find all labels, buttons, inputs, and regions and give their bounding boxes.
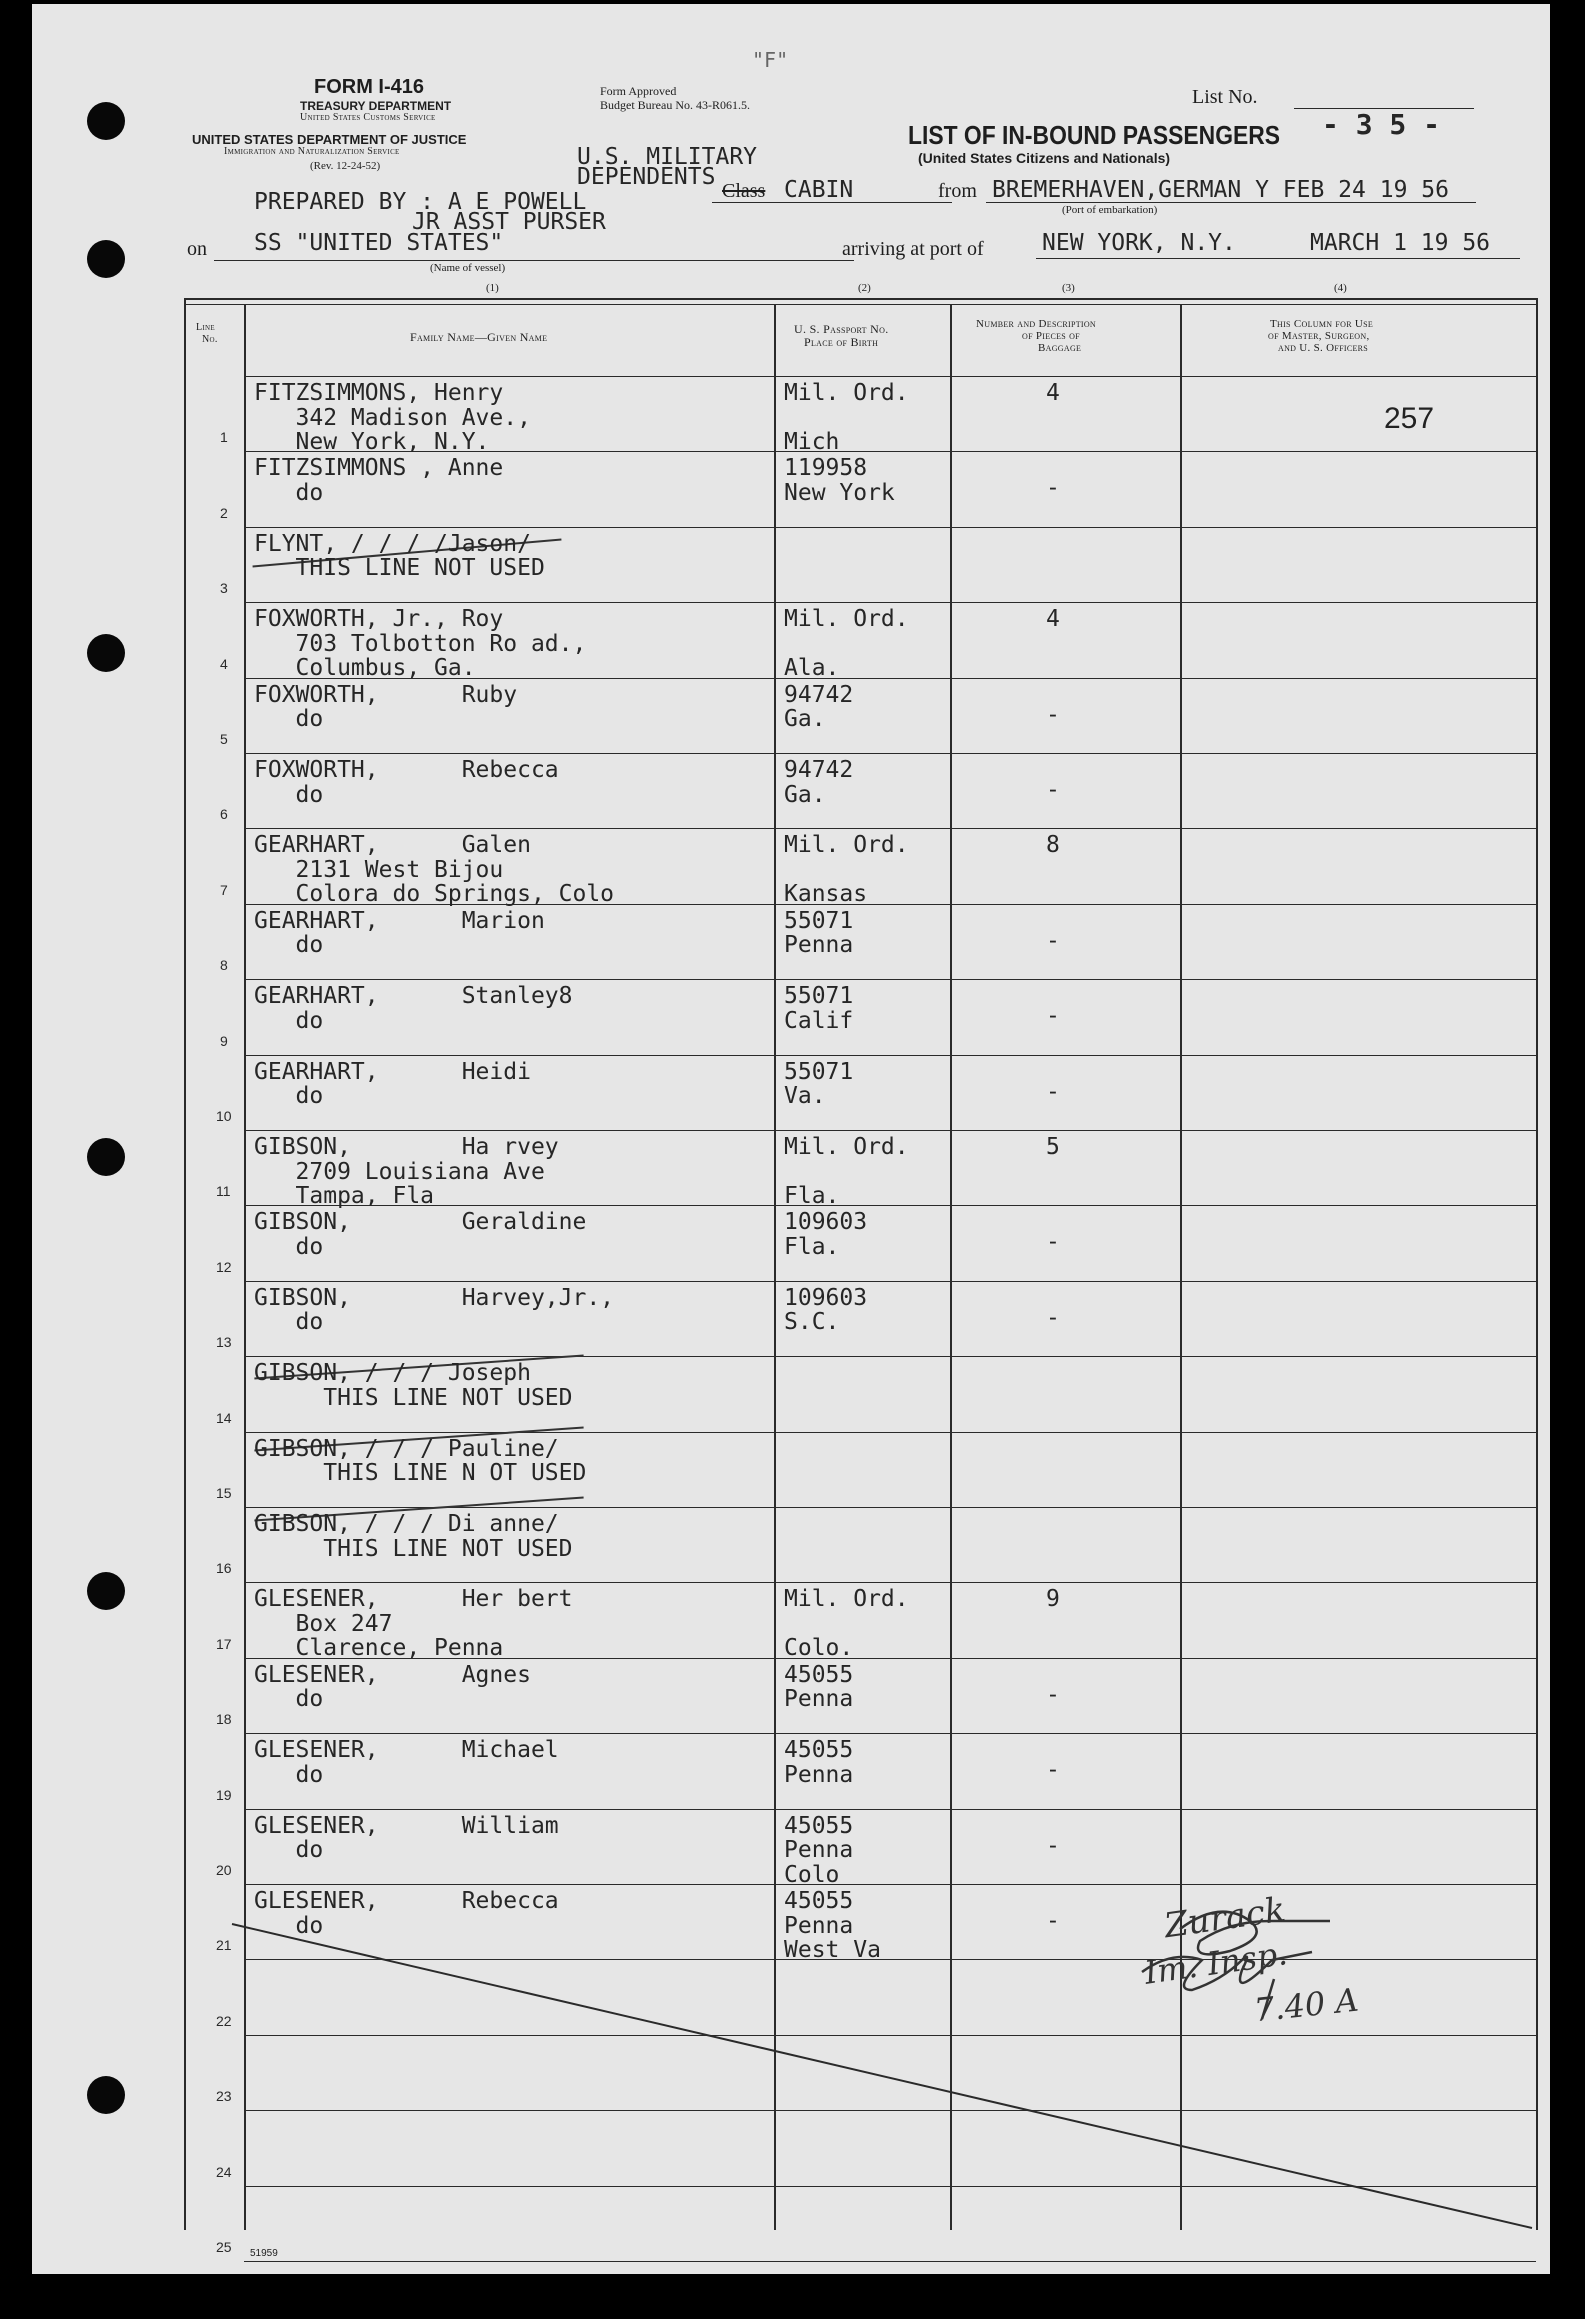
baggage-count: -	[1046, 927, 1060, 954]
document-subtitle: (United States Citizens and Nationals)	[918, 150, 1171, 166]
passport-birthplace-line: Kansas	[784, 881, 868, 908]
passenger-name-line: THIS LINE NOT USED	[254, 1535, 573, 1562]
line-number: 9	[220, 1032, 228, 1049]
passport-birthplace-line: S.C.	[784, 1309, 840, 1336]
passport-birthplace-line: Penna	[784, 1912, 854, 1939]
passenger-name-line: GLESENER, Agnes	[254, 1661, 531, 1688]
passport-birthplace-line: Mil. Ord.	[784, 1586, 909, 1613]
list-no-value: - 3 5 -	[1322, 108, 1441, 141]
passport-birthplace-line: Penna	[784, 932, 854, 959]
baggage-count: 8	[1046, 832, 1060, 859]
passenger-name-line: Columbus, Ga.	[254, 655, 476, 682]
passenger-name-line: Tampa, Fla	[254, 1183, 435, 1209]
passenger-name-line: GLESENER, Rebecca	[254, 1888, 559, 1914]
passenger-name-line: GEARHART, Stanley8	[254, 983, 573, 1010]
col-header-no: No.	[202, 334, 218, 345]
passport-birthplace-line: 55071	[784, 1058, 854, 1085]
passenger-name-line: do	[254, 706, 324, 733]
baggage-count: -	[1046, 777, 1060, 803]
inspector-title: Im. Insp.	[1142, 1934, 1290, 1992]
passport-birthplace-line: 45055	[784, 1661, 854, 1688]
passport-birthplace-line: 109603	[784, 1209, 868, 1236]
ins-service: Immigration and Naturalization Service	[224, 146, 400, 157]
passport-birthplace-line: Colo	[784, 1861, 840, 1888]
baggage-count: -	[1046, 1681, 1060, 1708]
passport-birthplace-line: Mil. Ord.	[784, 606, 909, 633]
passenger-name-line: GLESENER, Her bert	[254, 1586, 573, 1613]
passport-birthplace-line: Penna	[784, 1837, 854, 1864]
line-number: 11	[216, 1183, 231, 1200]
passenger-name-line: do	[254, 1083, 324, 1110]
passenger-name-line: THIS LINE NOT USED	[254, 555, 545, 582]
inspector-signature: Zurack	[1161, 1889, 1288, 1947]
passport-birthplace-line: Mil. Ord.	[784, 380, 909, 406]
passport-birthplace-line: Calif	[784, 1007, 854, 1034]
passenger-name-line: do	[254, 1761, 324, 1788]
passport-birthplace-line: 109603	[784, 1284, 868, 1311]
line-number: 13	[216, 1334, 232, 1351]
revision-date: (Rev. 12-24-52)	[310, 160, 381, 172]
document-title: LIST OF IN-BOUND PASSENGERS	[908, 120, 1281, 150]
col-num-4: (4)	[1334, 282, 1347, 294]
col-num-3: (3)	[1062, 282, 1075, 294]
passport-birthplace-line: Mil. Ord.	[784, 832, 909, 859]
vessel-caption: (Name of vessel)	[430, 262, 506, 274]
passenger-name-line: GEARHART, Heidi	[254, 1058, 531, 1085]
passport-birthplace-line: New York	[784, 479, 895, 506]
manifest-sheet	[32, 4, 1550, 2274]
prepared-by: PREPARED BY : A E POWELL	[254, 189, 587, 215]
passport-birthplace-line: 94742	[784, 757, 854, 783]
line-number: 6	[220, 806, 228, 823]
passenger-name-line: do	[254, 1837, 324, 1864]
customs-service: United States Customs Service	[300, 112, 436, 123]
baggage-count: -	[1046, 1757, 1060, 1784]
passenger-name-line: GIBSON, Harvey,Jr.,	[254, 1284, 615, 1311]
passport-birthplace-line: Fla.	[784, 1183, 840, 1209]
baggage-count: -	[1046, 1003, 1060, 1030]
col-header-baggage-1: Number and Description	[976, 318, 1096, 330]
baggage-count: -	[1046, 1908, 1060, 1934]
passport-birthplace-line: Mich	[784, 429, 840, 455]
passenger-name-line: do	[254, 781, 324, 808]
embark-caption: (Port of embarkation)	[1062, 204, 1158, 216]
class-value: CABIN	[784, 177, 854, 203]
arriving-label: arriving at port of	[842, 238, 984, 260]
line-number: 1	[220, 429, 228, 446]
passenger-name-line: FITZSIMMONS, Henry	[254, 380, 504, 406]
col-header-officers-2: of Master, Surgeon,	[1268, 330, 1370, 342]
baggage-count: 5	[1046, 1134, 1060, 1160]
col-header-birthplace: Place of Birth	[804, 335, 879, 349]
passenger-name-line: FOXWORTH, Rebecca	[254, 757, 559, 783]
col-header-baggage-3: Baggage	[1038, 342, 1082, 354]
baggage-count: 4	[1046, 380, 1060, 406]
passenger-name-line: do	[254, 1233, 324, 1260]
line-number: 22	[216, 2012, 232, 2029]
baggage-count: -	[1046, 701, 1060, 728]
col-header-passport: U. S. Passport No.	[794, 322, 889, 336]
officer-count-note: 257	[1384, 402, 1435, 435]
baggage-count: -	[1046, 1832, 1060, 1859]
passenger-name-line: do	[254, 932, 324, 959]
passport-birthplace-line: Penna	[784, 1686, 854, 1713]
col-header-officers-3: and U. S. Officers	[1278, 342, 1369, 354]
line-number: 8	[220, 957, 228, 974]
line-number: 5	[220, 731, 228, 747]
passport-birthplace-line: 45055	[784, 1737, 854, 1764]
col-header-line: Line	[196, 322, 215, 333]
port-of-embarkation: BREMERHAVEN,GERMAN Y FEB 24 19 56	[992, 177, 1449, 203]
passenger-name-line: FITZSIMMONS , Anne	[254, 455, 504, 482]
line-number: 17	[216, 1635, 232, 1652]
baggage-count: -	[1046, 1078, 1060, 1105]
passport-birthplace-line: 119958	[784, 455, 868, 482]
passport-birthplace-line: Colo.	[784, 1635, 854, 1662]
form-print-code: 51959	[250, 2248, 278, 2259]
passenger-name-line: GEARHART, Marion	[254, 907, 545, 934]
col-header-baggage-2: of Pieces of	[1022, 330, 1080, 342]
passenger-name-line: FOXWORTH, Jr., Roy	[254, 606, 504, 633]
passport-birthplace-line: Ala.	[784, 655, 840, 682]
baggage-count: -	[1046, 1229, 1060, 1256]
from-label: from	[938, 180, 977, 202]
inspection-time: 7.40 A	[1252, 1980, 1361, 2030]
passport-birthplace-line: Ga.	[784, 781, 826, 808]
col-num-1: (1)	[486, 282, 499, 294]
arrival-date: MARCH 1 19 56	[1310, 230, 1491, 256]
form-approved: Form Approved	[600, 84, 677, 98]
passenger-name-line: do	[254, 1912, 324, 1939]
line-number: 18	[216, 1711, 232, 1728]
passport-birthplace-line: Va.	[784, 1083, 826, 1110]
passenger-name-line: 2709 Louisiana Ave	[254, 1158, 545, 1185]
passport-birthplace-line: 45055	[784, 1812, 854, 1839]
line-number: 15	[216, 1485, 232, 1501]
passenger-name-line: THIS LINE NOT USED	[254, 1384, 573, 1411]
line-number: 19	[216, 1786, 232, 1803]
form-number: FORM I-416	[314, 76, 425, 98]
line-number: 7	[220, 881, 228, 898]
line-number: 16	[216, 1560, 232, 1577]
passenger-name-line: do	[254, 1686, 324, 1713]
passport-birthplace-line: Penna	[784, 1761, 854, 1788]
line-number: 23	[216, 2088, 232, 2105]
class-label: Class	[722, 180, 766, 202]
line-number: 21	[216, 1937, 232, 1954]
passport-birthplace-line: 94742	[784, 681, 854, 708]
line-number: 3	[220, 580, 228, 597]
passenger-name-line: GEARHART, Galen	[254, 832, 531, 859]
class-military: U.S. MILITARY	[577, 144, 758, 170]
baggage-count: 4	[1046, 606, 1060, 633]
arrival-port: NEW YORK, N.Y.	[1042, 230, 1236, 256]
justice-dept: UNITED STATES DEPARTMENT OF JUSTICE	[192, 132, 467, 147]
passenger-name-line: 703 Tolbotton Ro ad.,	[254, 630, 587, 657]
passport-birthplace-line: Mil. Ord.	[784, 1134, 909, 1160]
passenger-name-line: FLYNT, / / / /Jason/	[254, 530, 531, 557]
col-num-2: (2)	[858, 282, 871, 294]
baggage-count: -	[1046, 475, 1060, 502]
passport-birthplace-line: West Va	[784, 1937, 881, 1963]
passenger-name-line: THIS LINE N OT USED	[254, 1460, 587, 1487]
col-header-officers-1: This Column for Use	[1270, 318, 1374, 330]
passenger-name-line: do	[254, 479, 324, 506]
passenger-name-line: 342 Madison Ave.,	[254, 404, 531, 431]
line-number: 4	[220, 655, 228, 672]
treasury-dept: TREASURY DEPARTMENT	[300, 99, 452, 113]
budget-bureau: Budget Bureau No. 43-R061.5.	[600, 98, 750, 112]
list-no-label: List No.	[1192, 86, 1258, 108]
baggage-count: 9	[1046, 1586, 1060, 1613]
passenger-name-line: Box 247	[254, 1610, 393, 1637]
passenger-name-line: New York, N.Y.	[254, 429, 490, 455]
passenger-name-line: Clarence, Penna	[254, 1635, 504, 1662]
passport-birthplace-line: 45055	[784, 1888, 854, 1914]
passenger-name-line: GIBSON, Ha rvey	[254, 1134, 559, 1160]
passenger-name-line: GLESENER, William	[254, 1812, 559, 1839]
passenger-name-line: 2131 West Bijou	[254, 856, 504, 883]
passenger-name-line: do	[254, 1309, 324, 1336]
on-label: on	[187, 238, 207, 260]
passport-birthplace-line: 55071	[784, 907, 854, 934]
passport-birthplace-line: Fla.	[784, 1233, 840, 1260]
baggage-count: -	[1046, 1304, 1060, 1331]
passenger-name-line: GIBSON, / / / Di anne/	[254, 1511, 559, 1537]
line-number: 14	[216, 1409, 232, 1426]
prepared-title: JR ASST PURSER	[412, 209, 606, 235]
vessel-name: SS "UNITED STATES"	[254, 230, 504, 256]
line-number: 24	[216, 2163, 232, 2180]
class-dependents: DEPENDENTS	[577, 164, 716, 190]
col-header-name: Family Name—Given Name	[410, 330, 548, 344]
line-number: 12	[216, 1258, 232, 1275]
line-number: 10	[216, 1108, 232, 1124]
passenger-name-line: GIBSON, Geraldine	[254, 1209, 587, 1236]
passport-birthplace-line: Ga.	[784, 706, 826, 733]
passenger-name-line: GIBSON, / / / Pauline/	[254, 1435, 559, 1462]
passenger-name-line: Colora do Springs, Colo	[254, 881, 615, 908]
passenger-name-line: GLESENER, Michael	[254, 1737, 559, 1764]
line-number: 20	[216, 1862, 232, 1878]
line-number: 25	[216, 2239, 232, 2255]
passport-birthplace-line: 55071	[784, 983, 854, 1010]
f-mark: "F"	[752, 48, 789, 72]
passenger-name-line: FOXWORTH, Ruby	[254, 681, 518, 708]
passenger-name-line: GIBSON, / / / Joseph	[254, 1360, 531, 1387]
line-number: 2	[220, 504, 228, 521]
passenger-name-line: do	[254, 1007, 324, 1034]
